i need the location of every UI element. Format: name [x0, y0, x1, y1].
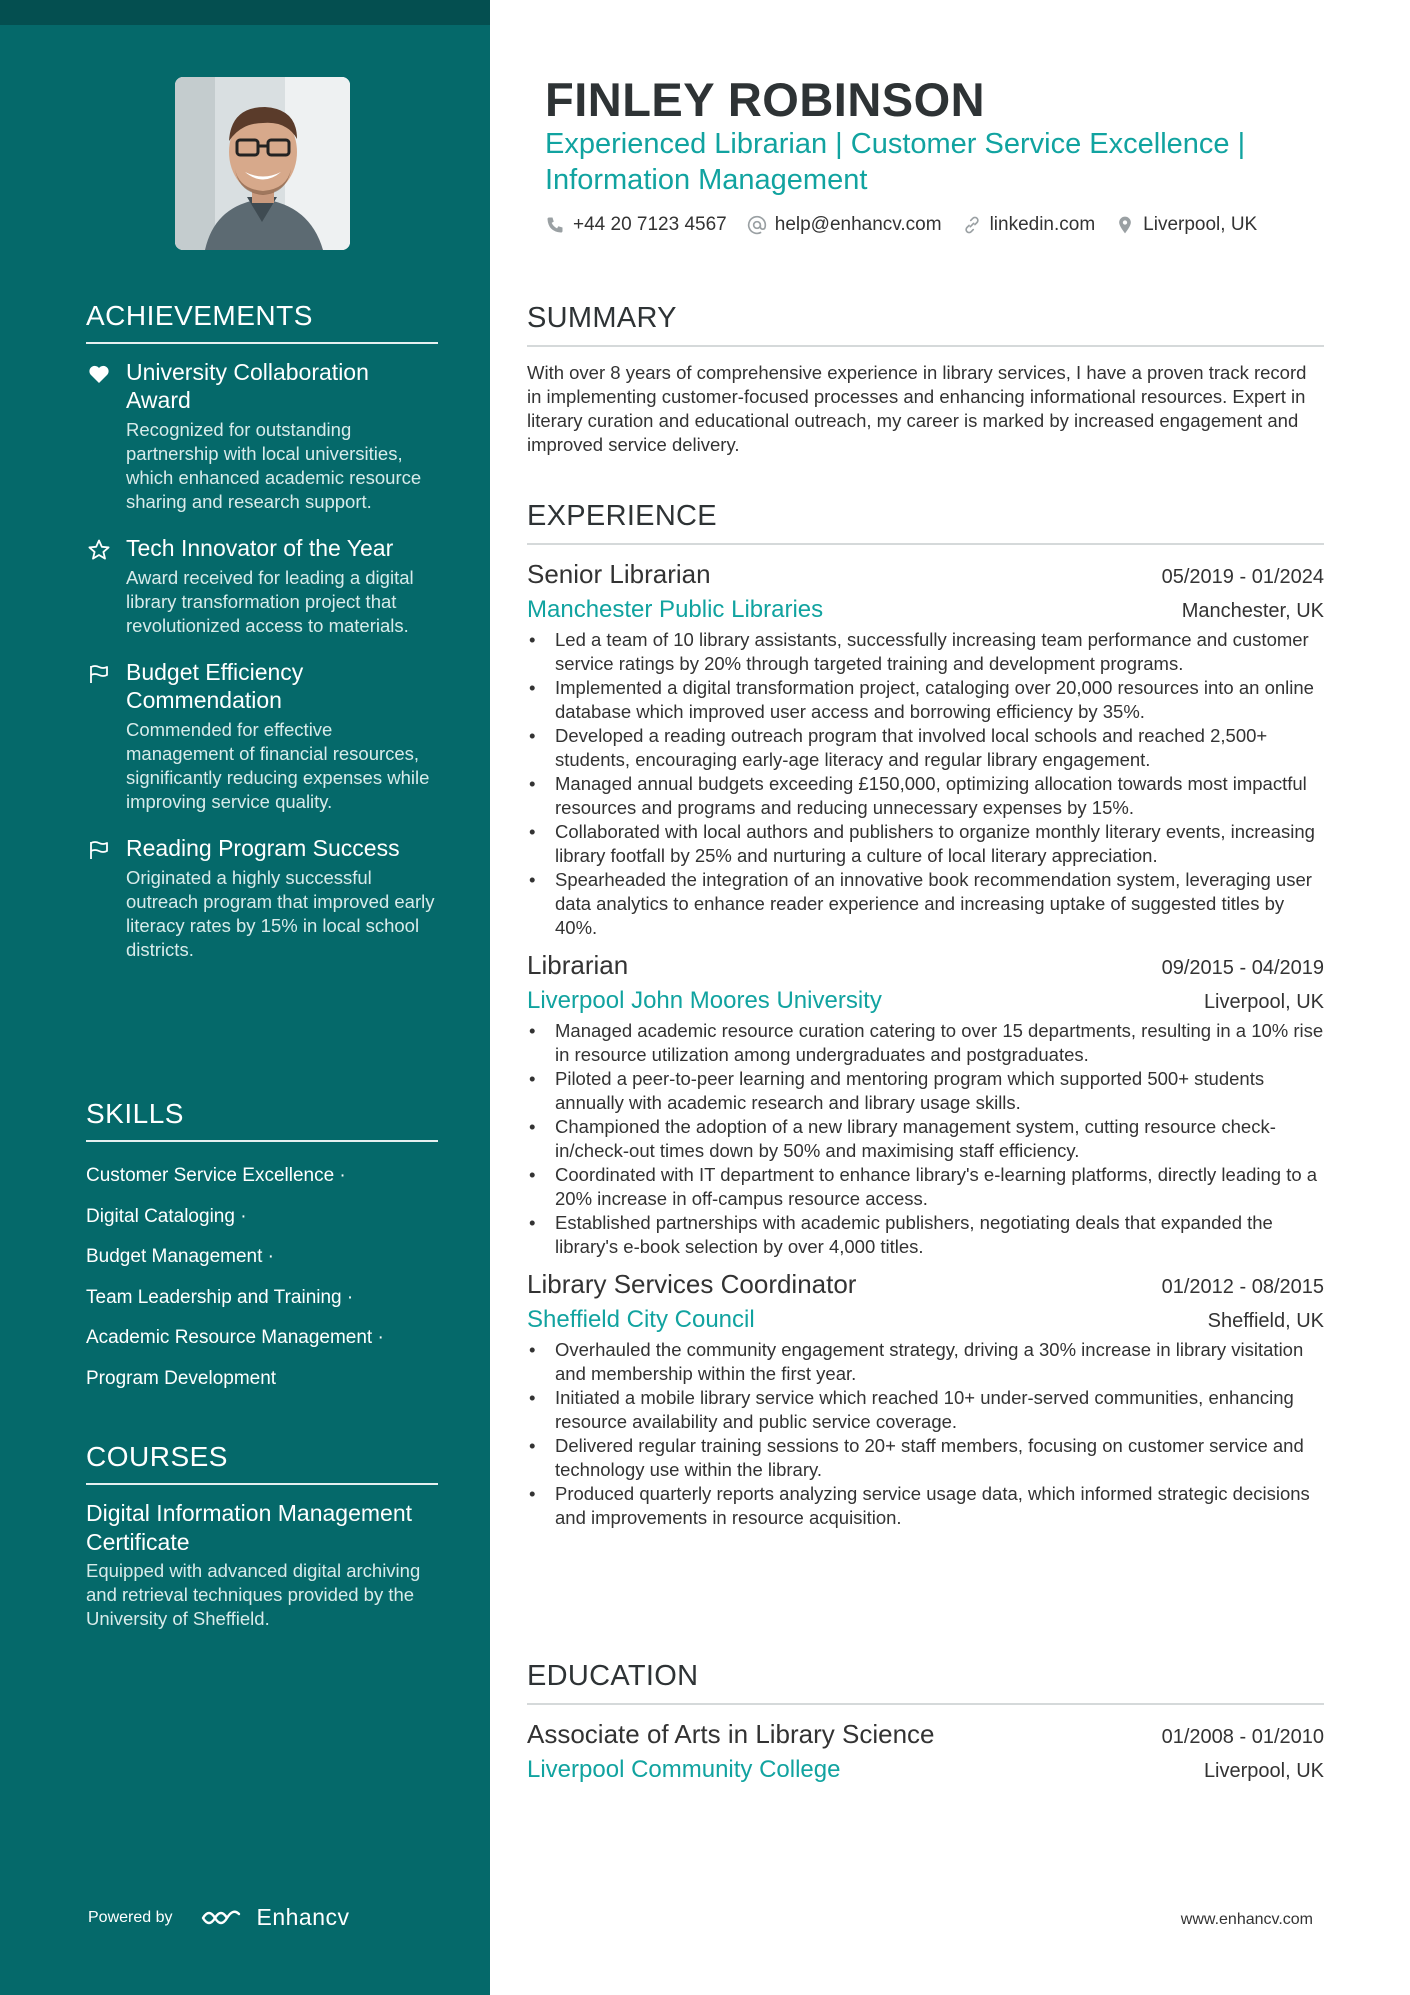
job-location: Sheffield, UK	[1207, 1310, 1324, 1332]
course-desc: Equipped with advanced digital archiving and retrieval techniques provided by the University of Sheffield.	[86, 1560, 421, 1629]
at-icon	[747, 215, 767, 235]
skill-item: Program Development	[86, 1367, 277, 1389]
skill-item: Team Leadership and Training ·	[86, 1286, 354, 1308]
heart-icon	[86, 362, 112, 386]
courses-title: COURSES	[86, 1441, 438, 1485]
contact-email-text: help@enhancv.com	[774, 214, 942, 235]
job-entry	[527, 950, 1324, 1259]
job-bullet: • Championed the adoption of a new library management system, cutting resource check-in/check-out times down by 50% and maximising staff efficiency.	[527, 1115, 1324, 1163]
skills-title: SKILLS	[86, 1098, 438, 1142]
phone-icon	[545, 215, 565, 235]
job-dates: 01/2012 - 08/2015	[1161, 1276, 1324, 1298]
skills-section	[86, 1098, 438, 1399]
contact-location	[1115, 214, 1257, 236]
school-location: Liverpool, UK	[1203, 1760, 1324, 1782]
achievement-item	[86, 834, 438, 962]
flag-icon	[86, 838, 112, 862]
job-bullet: • Spearheaded the integration of an innovative book recommendation system, leveraging user data analytics to enhance reader experience and increasing uptake of suggested titles by 40%.	[527, 868, 1324, 940]
courses-section	[86, 1441, 438, 1631]
enhancv-brand[interactable]	[199, 1904, 350, 1931]
experience-title: EXPERIENCE	[527, 500, 1324, 545]
job-bullet: • Developed a reading outreach program that involved local schools and reached 2,500+ students, encouraging early-age literacy and regular library engagement.	[527, 724, 1324, 772]
job-organization: Sheffield City Council	[527, 1306, 755, 1333]
enhancv-brand-name: Enhancv	[256, 1904, 350, 1930]
job-organization: Manchester Public Libraries	[527, 596, 824, 623]
achievement-desc: Originated a highly successful outreach program that improved early literacy rates by 15% in local school districts.	[126, 867, 435, 960]
contact-email[interactable]	[747, 214, 942, 236]
candidate-name: FINLEY ROBINSON	[545, 73, 986, 126]
job-bullets	[527, 1338, 1324, 1530]
job-bullet: • Collaborated with local authors and publishers to organize monthly literary events, increasing library footfall by 25% and nurturing a culture of local literary appreciation.	[527, 820, 1324, 868]
education-dates: 01/2008 - 01/2010	[1161, 1726, 1324, 1748]
achievement-desc: Recognized for outstanding partnership with local universities, which enhanced academic resource sharing and research support.	[126, 419, 422, 512]
education-section	[527, 1660, 1324, 1794]
powered-by-label: Powered by	[88, 1908, 173, 1926]
powered-by	[88, 1904, 350, 1931]
job-title: Library Services Coordinator	[527, 1269, 857, 1299]
job-bullet: • Established partnerships with academic publishers, negotiating deals that expanded the library's e-book selection by over 4,000 titles.	[527, 1211, 1324, 1259]
job-dates: 05/2019 - 01/2024	[1161, 566, 1324, 588]
job-organization: Liverpool John Moores University	[527, 987, 882, 1014]
location-icon	[1115, 215, 1135, 235]
achievement-item	[86, 534, 438, 638]
candidate-headline: Experienced Librarian | Customer Service Excellence | Information Management	[545, 128, 1246, 196]
experience-section	[527, 500, 1324, 1540]
achievement-desc: Award received for leading a digital library transformation project that revolutionized access to materials.	[126, 567, 414, 636]
job-title: Senior Librarian	[527, 559, 711, 589]
course-title: Digital Information Management Certificate	[86, 1500, 412, 1555]
job-dates: 09/2015 - 04/2019	[1161, 957, 1324, 979]
enhancv-logo-icon	[199, 1906, 247, 1930]
achievements-section	[86, 300, 438, 982]
summary-title: SUMMARY	[527, 302, 1324, 347]
contact-bar	[545, 214, 1257, 236]
job-title: Librarian	[527, 950, 629, 980]
contact-phone[interactable]	[545, 214, 727, 236]
achievement-title: Reading Program Success	[126, 835, 400, 861]
link-icon	[962, 215, 982, 235]
skill-item: Academic Resource Management ·	[86, 1327, 384, 1348]
achievement-item	[86, 358, 438, 514]
job-location: Liverpool, UK	[1203, 991, 1324, 1013]
contact-linkedin-text: linkedin.com	[989, 214, 1096, 235]
job-bullet: • Implemented a digital transformation project, cataloging over 20,000 resources into an online database which improved user access and borrowing efficiency by 35%.	[527, 676, 1324, 724]
contact-linkedin[interactable]	[962, 214, 1096, 236]
contact-phone-text: +44 20 7123 4567	[573, 214, 727, 235]
contact-location-text: Liverpool, UK	[1143, 214, 1258, 235]
job-bullet: • Managed academic resource curation catering to over 15 departments, resulting in a 10% rise in resource utilization among undergraduates and postgraduates.	[527, 1019, 1324, 1067]
achievement-title: Tech Innovator of the Year	[126, 535, 394, 561]
job-bullets	[527, 1019, 1324, 1259]
skill-item: Budget Management ·	[86, 1246, 275, 1267]
job-bullet: • Coordinated with IT department to enhance library's e-learning platforms, directly leading to a 20% increase in off-campus resource access.	[527, 1163, 1324, 1211]
education-title: EDUCATION	[527, 1660, 1324, 1705]
summary-text: With over 8 years of comprehensive experience in library services, I have a proven track record in implementing customer-focused processes and enhancing informational resources. Expert in literary curation and educational outreach, my career is marked by increased engagement and improved service delivery.	[527, 362, 1307, 455]
achievements-title: ACHIEVEMENTS	[86, 300, 438, 344]
job-bullets	[527, 628, 1324, 940]
profile-photo	[175, 77, 350, 250]
summary-section	[527, 302, 1324, 457]
job-bullet: • Overhauled the community engagement strategy, driving a 30% increase in library visitation and membership within the first year.	[527, 1338, 1324, 1386]
achievement-title: University Collaboration Award	[126, 359, 369, 413]
job-entry	[527, 1269, 1324, 1530]
job-entry	[527, 559, 1324, 940]
job-bullet: • Delivered regular training sessions to 20+ staff members, focusing on customer service and technology use within the library.	[527, 1434, 1324, 1482]
job-bullet: • Led a team of 10 library assistants, successfully increasing team performance and customer service ratings by 20% through targeted training and development programs.	[527, 628, 1324, 676]
skill-item: Digital Cataloging ·	[86, 1205, 247, 1227]
job-location: Manchester, UK	[1181, 600, 1324, 622]
job-bullet: • Produced quarterly reports analyzing service usage data, which informed strategic decisions and improvements in resource acquisition.	[527, 1482, 1324, 1530]
achievement-item	[86, 658, 438, 814]
flag-icon	[86, 662, 112, 686]
school-name: Liverpool Community College	[527, 1756, 841, 1783]
skill-item: Customer Service Excellence ·	[86, 1165, 346, 1186]
education-entry	[527, 1719, 1324, 1784]
star-icon	[86, 538, 112, 562]
sidebar-top-bar	[0, 0, 490, 25]
achievement-title: Budget Efficiency Commendation	[126, 659, 304, 713]
job-bullet: • Managed annual budgets exceeding £150,000, optimizing allocation towards most impactful resources and programs and reducing unnecessary expenses by 15%.	[527, 772, 1324, 820]
job-bullet: • Initiated a mobile library service which reached 10+ under-served communities, enhancing resource availability and public service coverage.	[527, 1386, 1324, 1434]
job-bullet: • Piloted a peer-to-peer learning and mentoring program which supported 500+ students annually with academic research and library usage skills.	[527, 1067, 1324, 1115]
sidebar	[0, 0, 490, 1995]
degree-title: Associate of Arts in Library Science	[527, 1719, 935, 1749]
avatar-illustration	[175, 77, 350, 250]
achievement-desc: Commended for effective management of financial resources, significantly reducing expenses while improving service quality.	[126, 719, 430, 812]
footer-website[interactable]: www.enhancv.com	[1180, 1911, 1313, 1928]
